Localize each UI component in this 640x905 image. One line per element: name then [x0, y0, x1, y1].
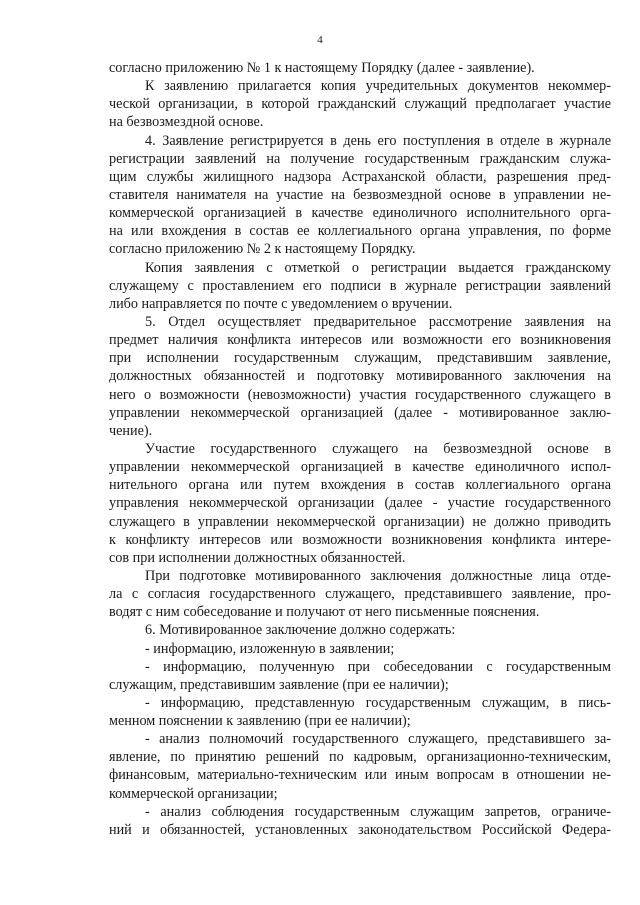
text-line: - информацию, представленную государственным служащим, в пись- [145, 694, 611, 711]
text-line: ла с согласия государственного служащего, представившего заявление, про- [109, 586, 611, 603]
text-line: - информацию, полученную при собеседовании с государственным [145, 658, 611, 675]
text-line: финансовым, материально-техническим или иным вопросам в отношении не- [109, 767, 611, 784]
text-line: явление, по принятию решений по кадровым, организационно-техническим, [109, 749, 611, 766]
text-line: водят с ним собеседование и получают от него письменные пояснения. [109, 604, 540, 621]
text-line: При подготовке мотивированного заключения должностные лица отде- [145, 567, 611, 584]
text-line: регистрации заявлений на получение государственным гражданским служа- [109, 150, 611, 167]
text-line: чение). [109, 422, 153, 439]
text-line: на или вхождения в состав ее коллегиального органа управления, по форме [109, 223, 611, 240]
text-line: него о возможности (невозможности) участия государственного служащего в [109, 386, 611, 403]
text-line: служащим, представившим заявление (при ее наличии); [109, 676, 449, 693]
text-line: управлении некоммерческой организацией (далее - мотивированное заклю- [109, 404, 611, 421]
text-line: служащему с проставлением его подписи в журнале регистрации заявлений [109, 277, 611, 294]
page-number: 4 [317, 34, 323, 46]
text-line: согласно приложению № 1 к настоящему Порядку (далее - заявление). [109, 60, 535, 76]
text-line: управлении некоммерческой организацией в качестве единоличного испол- [109, 459, 611, 476]
text-line: ний и обязанностей, установленных законодательством Российской Федера- [109, 821, 611, 838]
text-line: - информацию, изложенную в заявлении; [145, 640, 395, 657]
text-line: ческой организации, в которой гражданский служащий предполагает участие [109, 96, 611, 113]
text-line: К заявлению прилагается копия учредительных документов некоммер- [145, 78, 611, 95]
text-line: 4. Заявление регистрируется в день его поступления в отделе в журнале [145, 132, 611, 149]
text-line: на безвозмездной основе. [109, 114, 264, 131]
text-line: 6. Мотивированное заключение должно содержать: [145, 622, 456, 639]
text-line: предмет наличия конфликта интересов или возможности его возникновения [109, 332, 611, 349]
text-line: служащего в управлении некоммерческой организации) не должно приводить [109, 513, 611, 530]
text-line: 5. Отдел осуществляет предварительное рассмотрение заявления на [145, 313, 611, 330]
text-line: щим службы жилищного надзора Астраханской области, разрешения пред- [109, 168, 611, 185]
text-line: либо направляется по почте с уведомлением о вручении. [109, 295, 453, 312]
document-body [109, 59, 611, 839]
text-line: при исполнении государственным служащим, представившим заявление, [109, 350, 611, 367]
text-line: согласно приложению № 2 к настоящему Порядку. [109, 241, 416, 258]
text-line: Копия заявления с отметкой о регистрации выдается гражданскому [145, 259, 611, 276]
text-line: коммерческой организацией в качестве единоличного исполнительного орга- [109, 205, 611, 222]
text-line: к конфликту интересов или возможности возникновения конфликта интере- [109, 531, 611, 548]
text-line: Участие государственного служащего на безвозмездной основе в [145, 440, 611, 457]
text-line: менном пояснении к заявлению (при ее наличии); [109, 713, 411, 730]
text-line: должностных обязанностей и подготовку мотивированного заключения на [109, 368, 611, 385]
text-line: управления некоммерческой организации (далее - участие государственного [109, 495, 611, 512]
text-line: нительного органа или путем вхождения в состав коллегиального органа [109, 477, 611, 494]
text-line: коммерческой организации; [109, 785, 278, 802]
text-line: - анализ полномочий государственного служащего, представившего за- [145, 731, 611, 748]
text-line: - анализ соблюдения государственным служащим запретов, ограниче- [145, 803, 611, 820]
text-line: сов при исполнении должностных обязанностей. [109, 549, 406, 566]
text-line: ставителя нанимателя на участие на безвозмездной основе в управлении не- [109, 186, 611, 203]
